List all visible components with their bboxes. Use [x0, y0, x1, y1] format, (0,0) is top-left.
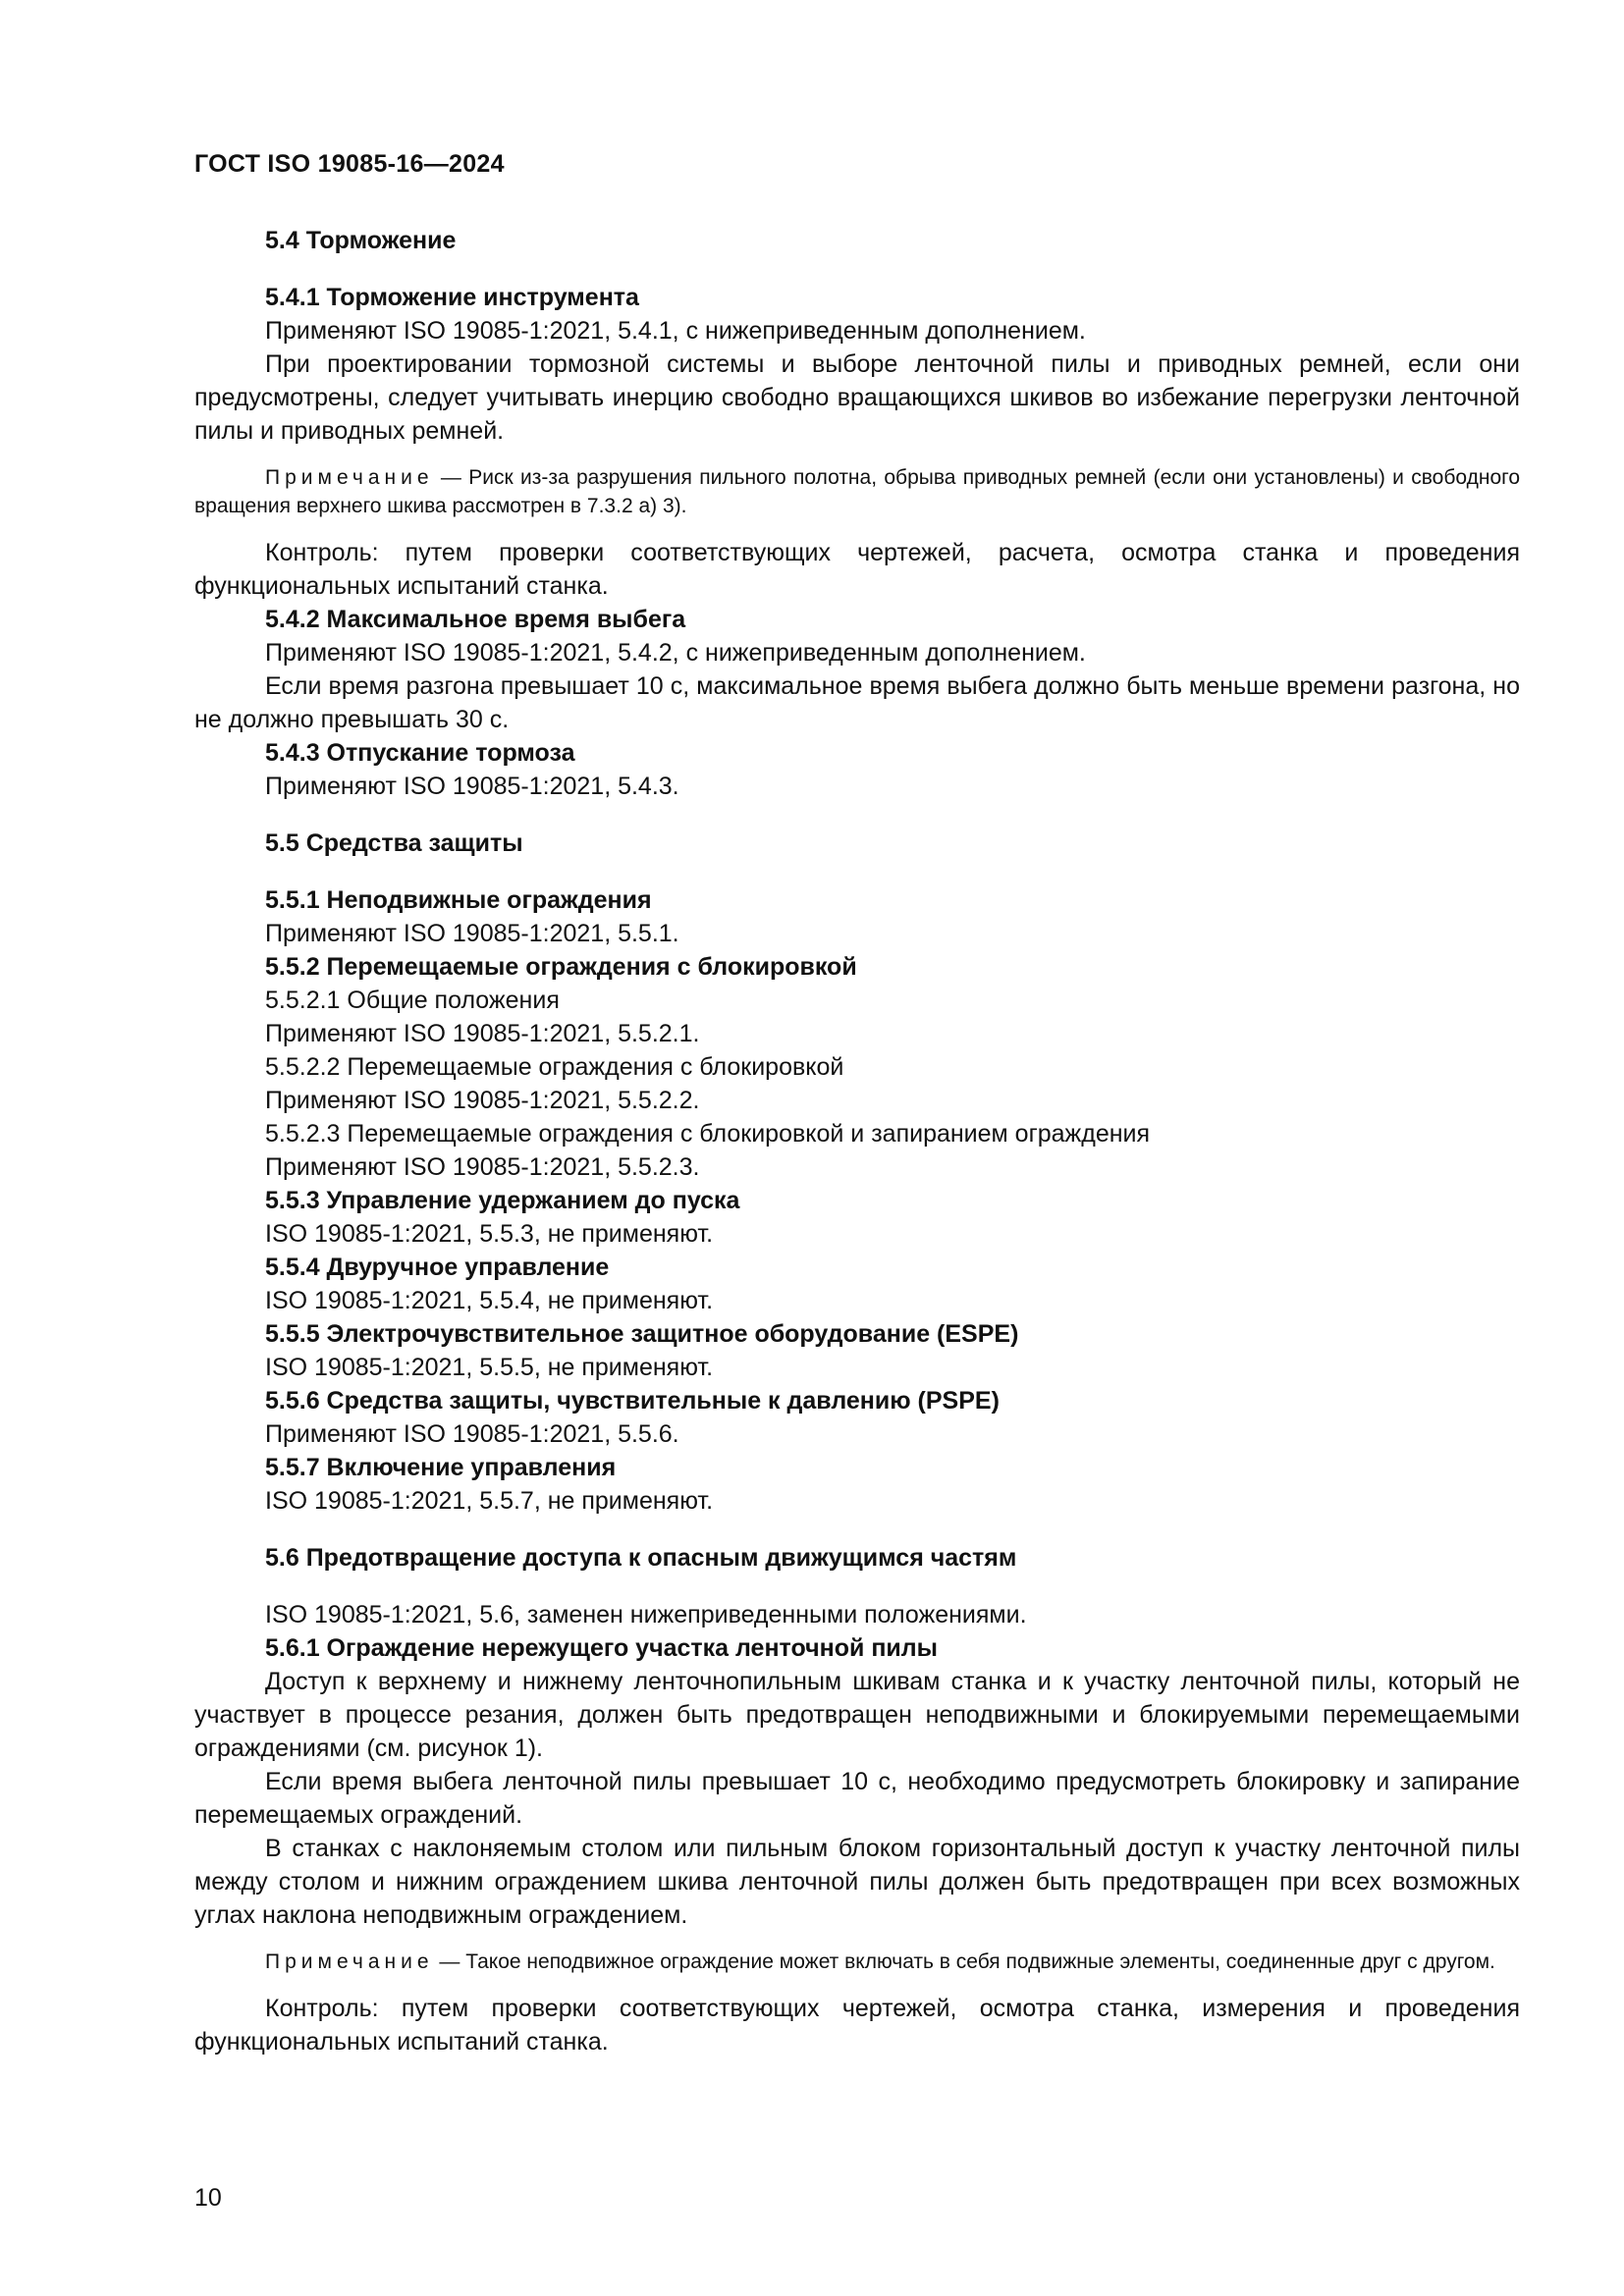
- note: [194, 463, 1520, 520]
- page-number: 10: [194, 2184, 222, 2212]
- paragraph: Применяют ISO 19085-1:2021, 5.5.2.3.: [265, 1153, 700, 1181]
- paragraph: ISO 19085-1:2021, 5.5.3, не применяют.: [265, 1220, 714, 1248]
- paragraph: Доступ к верхнему и нижнему ленточнопильным шкивам станка и к участку ленточной пилы, который не участвует в процессе резания, должен быть предотвращен неподвижными и блокируемыми перемещаемыми ограждениями (см. рисунок 1).: [194, 1668, 1520, 1762]
- section-5-5-4-title: 5.5.4 Двуручное управление: [265, 1254, 610, 1281]
- section-5-4-title: 5.4 Торможение: [265, 227, 457, 254]
- section-5-5-title: 5.5 Средства защиты: [265, 829, 523, 857]
- paragraph: Если время разгона превышает 10 с, максимальное время выбега должно быть меньше времени разгона, но не должно превышать 30 с.: [194, 672, 1520, 733]
- section-5-6-1-title: 5.6.1 Ограждение нережущего участка ленточной пилы: [265, 1634, 939, 1662]
- section-5-5-6-title: 5.5.6 Средства защиты, чувствительные к давлению (PSPE): [265, 1387, 1000, 1415]
- paragraph: Применяют ISO 19085-1:2021, 5.5.6.: [265, 1420, 679, 1448]
- paragraph: ISO 19085-1:2021, 5.5.4, не применяют.: [265, 1287, 714, 1314]
- document-header: ГОСТ ISO 19085-16—2024: [194, 150, 505, 178]
- control-paragraph: Контроль: путем проверки соответствующих чертежей, расчета, осмотра станка и проведения функциональных испытаний станка.: [194, 539, 1520, 600]
- paragraph: ISO 19085-1:2021, 5.6, заменен нижеприведенными положениями.: [265, 1601, 1027, 1629]
- note-text: — Риск из-за разрушения пильного полотна, обрыва приводных ремней (если они установлены) и свободного вращения верхнего шкива рассмотрен в 7.3.2 а) 3).: [194, 466, 1520, 517]
- subsection-title: 5.5.2.1 Общие положения: [265, 987, 560, 1014]
- paragraph: Применяют ISO 19085-1:2021, 5.4.1, с нижеприведенным дополнением.: [265, 317, 1086, 345]
- section-5-6-title: 5.6 Предотвращение доступа к опасным движущимся частям: [265, 1544, 1017, 1572]
- section-5-5-7-title: 5.5.7 Включение управления: [265, 1454, 617, 1481]
- paragraph: Применяют ISO 19085-1:2021, 5.5.2.2.: [265, 1087, 700, 1114]
- paragraph: В станках с наклоняемым столом или пильным блоком горизонтальный доступ к участку ленточной пилы между столом и нижним ограждением шкива ленточной пилы должен быть предотвращен при всех возможных углах наклона неподвижным ограждением.: [194, 1835, 1520, 1929]
- subsection-title: 5.5.2.2 Перемещаемые ограждения с блокировкой: [265, 1053, 844, 1081]
- control-paragraph: Контроль: путем проверки соответствующих чертежей, осмотра станка, измерения и проведения функциональных испытаний станка.: [194, 1995, 1520, 2056]
- section-5-4-2-title: 5.4.2 Максимальное время выбега: [265, 606, 686, 633]
- section-5-5-2-title: 5.5.2 Перемещаемые ограждения с блокировкой: [265, 953, 857, 981]
- section-5-5-3-title: 5.5.3 Управление удержанием до пуска: [265, 1187, 740, 1214]
- paragraph: При проектировании тормозной системы и выборе ленточной пилы и приводных ремней, если они предусмотрены, следует учитывать инерцию свободно вращающихся шкивов во избежание перегрузки ленточной пилы и приводных ремней.: [194, 350, 1520, 445]
- paragraph: Применяют ISO 19085-1:2021, 5.5.1.: [265, 920, 679, 947]
- section-5-5-5-title: 5.5.5 Электрочувствительное защитное оборудование (ESPE): [265, 1320, 1019, 1348]
- paragraph: Применяют ISO 19085-1:2021, 5.4.3.: [265, 773, 679, 800]
- note-label: Примечание: [265, 466, 434, 489]
- paragraph: Применяют ISO 19085-1:2021, 5.5.2.1.: [265, 1020, 700, 1047]
- paragraph: ISO 19085-1:2021, 5.5.7, не применяют.: [265, 1487, 714, 1515]
- note: [194, 1948, 1520, 1976]
- note-label: Примечание: [265, 1950, 434, 1973]
- section-5-4-3-title: 5.4.3 Отпускание тормоза: [265, 739, 575, 767]
- paragraph: ISO 19085-1:2021, 5.5.5, не применяют.: [265, 1354, 714, 1381]
- section-5-4-1-title: 5.4.1 Торможение инструмента: [265, 284, 639, 311]
- paragraph: Если время выбега ленточной пилы превышает 10 с, необходимо предусмотреть блокировку и запирание перемещаемых ограждений.: [194, 1768, 1520, 1829]
- note-text: — Такое неподвижное ограждение может включать в себя подвижные элементы, соединенные друг с другом.: [433, 1950, 1495, 1973]
- document-body: [194, 224, 1520, 2058]
- subsection-title: 5.5.2.3 Перемещаемые ограждения с блокировкой и запиранием ограждения: [265, 1120, 1151, 1148]
- paragraph: Применяют ISO 19085-1:2021, 5.4.2, с нижеприведенным дополнением.: [265, 639, 1086, 667]
- section-5-5-1-title: 5.5.1 Неподвижные ограждения: [265, 886, 652, 914]
